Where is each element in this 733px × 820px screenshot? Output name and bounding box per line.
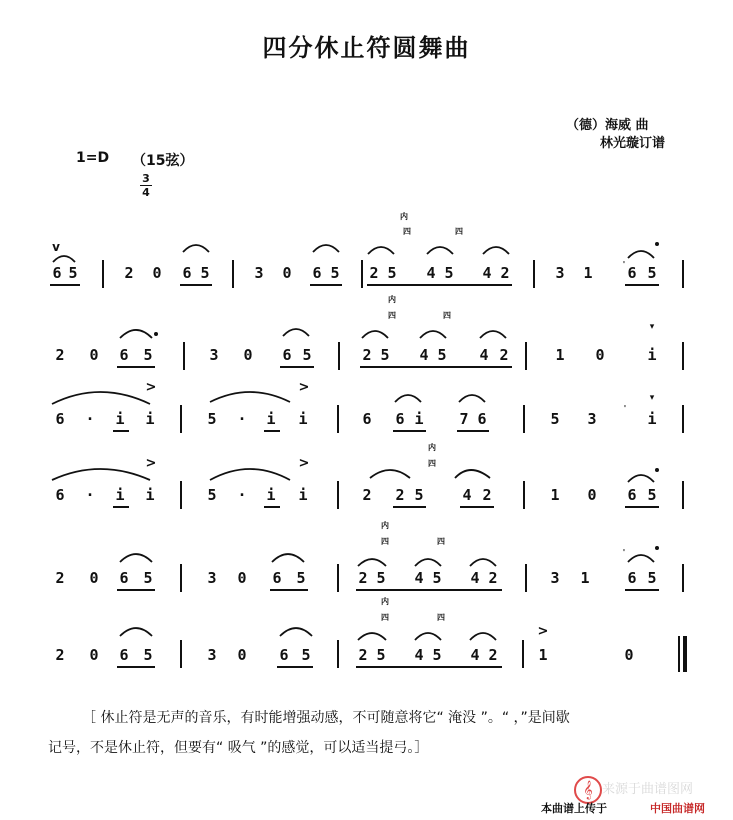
bar-line xyxy=(523,481,525,509)
score-note: 3 xyxy=(207,569,217,587)
time-signature-top: 3 xyxy=(142,172,150,185)
score-note: 6 xyxy=(362,410,372,428)
score-note: 5 xyxy=(68,264,78,282)
underline-beam xyxy=(367,284,512,286)
score-note: 5 xyxy=(647,569,657,587)
bar-line xyxy=(180,481,182,509)
score-note: 3 xyxy=(209,346,219,364)
score-note: 5 xyxy=(432,569,442,587)
accent-mark: > xyxy=(537,624,549,639)
score-note: 3 xyxy=(550,569,560,587)
score-note: 2 xyxy=(55,646,65,664)
score-note: 5 xyxy=(207,410,217,428)
score-note: 5 xyxy=(380,346,390,364)
accent-mark: > xyxy=(145,380,157,395)
bar-line xyxy=(232,260,234,288)
breath-mark: ' xyxy=(622,260,626,269)
score-note: 1 xyxy=(550,486,560,504)
score-note: 4 xyxy=(462,486,472,504)
bar-line xyxy=(337,640,339,668)
footer-site-name: 中国曲谱网 xyxy=(650,802,705,815)
underline-beam xyxy=(280,366,314,368)
score-note: 1 xyxy=(538,646,548,664)
score-note: 6 xyxy=(182,264,192,282)
score-note: 4 xyxy=(426,264,436,282)
mark-si: 四 xyxy=(443,311,451,320)
score-note: i xyxy=(266,486,276,504)
score-note: 6 xyxy=(282,346,292,364)
underline-beam xyxy=(356,666,502,668)
underline-beam xyxy=(113,506,129,508)
bar-line xyxy=(361,260,363,288)
score-note: 6 xyxy=(279,646,289,664)
bar-line xyxy=(523,405,525,433)
bar-line xyxy=(180,564,182,592)
bar-line xyxy=(682,564,684,592)
score-note: i xyxy=(414,410,424,428)
score-note: 6 xyxy=(312,264,322,282)
score-note: 3 xyxy=(555,264,565,282)
underline-beam xyxy=(625,506,659,508)
score-note: 0 xyxy=(237,646,247,664)
score-note: i xyxy=(298,410,308,428)
mark-si: 四 xyxy=(381,613,389,622)
underline-beam xyxy=(180,284,212,286)
underline-beam xyxy=(264,430,280,432)
score-note: i xyxy=(145,410,155,428)
score-note: 3 xyxy=(587,410,597,428)
bar-line xyxy=(338,342,340,370)
bar-line xyxy=(522,640,524,668)
score-note: 5 xyxy=(301,646,311,664)
score-note: i xyxy=(266,410,276,428)
score-note: 6 xyxy=(52,264,62,282)
score-note: 6 xyxy=(272,569,282,587)
time-signature-bottom: 4 xyxy=(140,185,152,199)
score-note: 6 xyxy=(395,410,405,428)
score-note: 5 xyxy=(647,264,657,282)
underline-beam xyxy=(117,589,155,591)
bar-line xyxy=(180,640,182,668)
score-note: 5 xyxy=(550,410,560,428)
score-note: 7 xyxy=(459,410,469,428)
score-note: 6 xyxy=(55,410,65,428)
key-signature: 1=D xyxy=(76,150,110,166)
treble-clef-logo-icon: 𝄞 xyxy=(574,776,602,804)
score-note: 0 xyxy=(89,569,99,587)
mark-nei: 内 xyxy=(381,597,389,606)
score-note: 2 xyxy=(362,346,372,364)
score-note: 4 xyxy=(414,569,424,587)
mark-si: 四 xyxy=(437,537,445,546)
score-note: · xyxy=(85,486,95,504)
score-note: i xyxy=(298,486,308,504)
score-note: 6 xyxy=(477,410,487,428)
bar-line xyxy=(183,342,185,370)
score-note: 2 xyxy=(500,264,510,282)
score-note: 6 xyxy=(627,486,637,504)
score-note: 2 xyxy=(358,646,368,664)
score-note: 5 xyxy=(387,264,397,282)
score-note: 5 xyxy=(647,486,657,504)
score-note: 2 xyxy=(55,346,65,364)
score-note: 0 xyxy=(587,486,597,504)
underline-beam xyxy=(113,430,129,432)
mark-si: 四 xyxy=(403,227,411,236)
up-bow-mark: v xyxy=(52,240,60,254)
bar-line xyxy=(682,481,684,509)
score-note: i xyxy=(145,486,155,504)
score-note: 5 xyxy=(302,346,312,364)
bar-line xyxy=(682,405,684,433)
underline-beam xyxy=(277,666,313,668)
score-note: 0 xyxy=(624,646,634,664)
score-note: 0 xyxy=(282,264,292,282)
score-note: · xyxy=(237,486,247,504)
score-note: 2 xyxy=(55,569,65,587)
score-note: 0 xyxy=(89,646,99,664)
score-note: 5 xyxy=(414,486,424,504)
score-note: 1 xyxy=(555,346,565,364)
score-note: 6 xyxy=(627,264,637,282)
score-note: 2 xyxy=(124,264,134,282)
breath-mark: ' xyxy=(622,548,626,557)
bar-line xyxy=(682,342,684,370)
mark-nei: 内 xyxy=(388,295,396,304)
underline-beam xyxy=(264,506,280,508)
underline-beam xyxy=(625,589,659,591)
score-note: 2 xyxy=(362,486,372,504)
score-note: 5 xyxy=(376,569,386,587)
bar-line xyxy=(682,260,684,288)
score-note: 6 xyxy=(119,346,129,364)
score-note: 0 xyxy=(89,346,99,364)
score-note: 2 xyxy=(482,486,492,504)
score-note: 2 xyxy=(369,264,379,282)
bar-line xyxy=(525,342,527,370)
bar-line xyxy=(337,481,339,509)
score-note: 5 xyxy=(376,646,386,664)
score-note: 0 xyxy=(237,569,247,587)
mark-si: 四 xyxy=(428,459,436,468)
score-note: 2 xyxy=(358,569,368,587)
score-note: 3 xyxy=(207,646,217,664)
note-line-2: 记号，不是休止符，但要有“ 吸气 ”的感觉，可以适当提弓。］ xyxy=(48,740,429,756)
bar-line xyxy=(337,564,339,592)
underline-beam xyxy=(360,366,512,368)
bar-line xyxy=(102,260,104,288)
note-line-1: ［ 休止符是无声的音乐，有时能增强动感，不可随意将它“ 淹没 ”。“ ，”是间歇 xyxy=(82,710,570,726)
footer-upload-text: 本曲谱上传于 xyxy=(541,802,607,815)
score-note: 5 xyxy=(200,264,210,282)
score-note: 5 xyxy=(143,646,153,664)
score-note: · xyxy=(237,410,247,428)
underline-beam xyxy=(393,506,426,508)
watermark-text: 来源于曲谱图网 xyxy=(602,782,694,797)
mark-si: 四 xyxy=(381,537,389,546)
score-note: 5 xyxy=(437,346,447,364)
score-note: 1 xyxy=(583,264,593,282)
bar-line xyxy=(525,564,527,592)
accent-mark: > xyxy=(145,456,157,471)
mark-nei: 内 xyxy=(381,521,389,530)
mark-si: 四 xyxy=(455,227,463,236)
score-note: 5 xyxy=(207,486,217,504)
underline-beam xyxy=(457,430,489,432)
breath-mark: ' xyxy=(623,404,627,413)
staccato-mark: ▾ xyxy=(649,393,655,403)
score-note: 6 xyxy=(627,569,637,587)
score-note: 4 xyxy=(419,346,429,364)
score-note: 6 xyxy=(119,646,129,664)
score-note: 4 xyxy=(479,346,489,364)
mark-nei: 内 xyxy=(400,212,408,221)
score-note: 2 xyxy=(488,569,498,587)
score-note: 2 xyxy=(488,646,498,664)
mark-si: 四 xyxy=(388,311,396,320)
score-note: 5 xyxy=(330,264,340,282)
underline-beam xyxy=(50,284,80,286)
score-note: 0 xyxy=(595,346,605,364)
underline-beam xyxy=(117,666,155,668)
underline-beam xyxy=(270,589,308,591)
underline-beam xyxy=(393,430,426,432)
score-note: 0 xyxy=(152,264,162,282)
score-note: 6 xyxy=(55,486,65,504)
score-note: i xyxy=(115,486,125,504)
score-note: 4 xyxy=(482,264,492,282)
final-bar-thick xyxy=(683,636,687,672)
score-note: 1 xyxy=(580,569,590,587)
score-note: 5 xyxy=(296,569,306,587)
underline-beam xyxy=(310,284,342,286)
accent-mark: > xyxy=(298,456,310,471)
staccato-mark: ▾ xyxy=(649,322,655,332)
composer-credit: （德）海威 曲 xyxy=(566,118,649,133)
final-bar-thin xyxy=(678,636,680,672)
underline-beam xyxy=(625,284,659,286)
underline-beam xyxy=(117,366,155,368)
score-note: 5 xyxy=(143,346,153,364)
score-note: 2 xyxy=(395,486,405,504)
accent-mark: > xyxy=(298,380,310,395)
score-note: i xyxy=(647,346,657,364)
score-note: 4 xyxy=(470,646,480,664)
bar-line xyxy=(180,405,182,433)
score-note: 4 xyxy=(414,646,424,664)
score-note: i xyxy=(647,410,657,428)
mark-nei: 内 xyxy=(428,443,436,452)
score-note: 2 xyxy=(499,346,509,364)
underline-beam xyxy=(356,589,502,591)
arranger-credit: 林光璇订谱 xyxy=(600,136,666,151)
score-note: · xyxy=(85,410,95,428)
mark-si: 四 xyxy=(437,613,445,622)
score-note: i xyxy=(115,410,125,428)
score-note: 5 xyxy=(444,264,454,282)
bar-line xyxy=(337,405,339,433)
page-title: 四分休止符圆舞曲 xyxy=(262,34,471,62)
score-note: 6 xyxy=(119,569,129,587)
bar-line xyxy=(533,260,535,288)
score-note: 0 xyxy=(243,346,253,364)
score-note: 3 xyxy=(254,264,264,282)
score-note: 4 xyxy=(470,569,480,587)
string-count: （15弦） xyxy=(132,153,194,169)
underline-beam xyxy=(460,506,494,508)
score-note: 5 xyxy=(432,646,442,664)
score-note: 5 xyxy=(143,569,153,587)
